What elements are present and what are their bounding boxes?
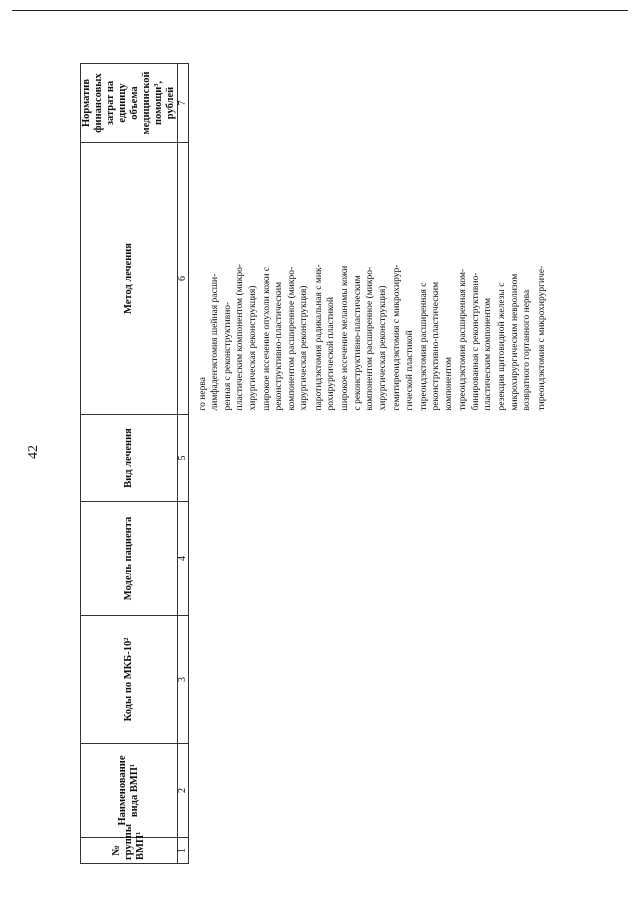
method-line: бинированная с реконструктивно- [470, 272, 481, 411]
method-line: компонентом расширенное (микро- [365, 266, 376, 411]
column-number: 6 [178, 143, 189, 415]
header-patient-model: Модель пациента [81, 502, 178, 616]
column-number-row [178, 64, 189, 864]
method-line: хирургическая реконструкция) [299, 285, 310, 411]
column-number: 4 [178, 502, 189, 616]
header-treatment-type: Вид лечения [81, 415, 178, 502]
method-line: го нерва [198, 377, 208, 411]
column-number: 1 [178, 838, 189, 864]
header-cost-norm: Норматив финансовых затрат на единицу объема медицинской помощи³, рублей [81, 64, 178, 143]
method-line: гемитиреоидэктомия с микрохирур- [392, 264, 403, 411]
method-line: широкое иссечение меланомы кожи [340, 265, 351, 411]
method-line: лимфаденэктомия шейная расши- [210, 273, 221, 411]
method-line: пластическим компонентом (микро- [235, 264, 246, 411]
column-number: 2 [178, 744, 189, 838]
method-line: хирургическая реконструкция) [247, 285, 258, 411]
method-line: компонентом расширенное (микро- [286, 266, 297, 411]
top-rule [12, 10, 628, 11]
method-line: тиреоидэктомия расширенная ком- [458, 268, 469, 411]
header-vmp-name: Наименование вида ВМП¹ [81, 744, 178, 838]
method-line: рохирургической пластикой [326, 297, 337, 411]
method-line: паротидэктомия радикальная с мик- [313, 264, 324, 411]
method-line: компонентом [443, 356, 454, 411]
rotated-table-container [80, 64, 640, 864]
method-line: ренная с реконструктивно- [222, 301, 233, 411]
column-number: 3 [178, 616, 189, 744]
cell-patient-model [189, 502, 640, 616]
cell-treatment-type [189, 415, 640, 502]
method-line: реконструктивно-пластическим [274, 281, 285, 411]
method-line: реконструктивно-пластическим [431, 281, 442, 411]
method-line: тиреоидэктомия с микрохирургиче- [536, 265, 547, 411]
column-number: 7 [178, 64, 189, 143]
method-line: широкое иссечение опухоли кожи с [262, 266, 273, 411]
method-line: гической пластикой [404, 330, 415, 411]
method-line: с реконструктивно-пластическим [352, 275, 363, 411]
method-line: микрохирургическим невролизом [509, 273, 520, 411]
table-row [189, 64, 640, 864]
cell-icd-codes [189, 616, 640, 744]
cell-treatment-method [189, 143, 640, 415]
cell-cost-norm [189, 64, 640, 143]
cell-vmp-name [189, 744, 640, 838]
header-treatment-method: Метод лечения [81, 143, 178, 415]
header-icd-codes: Коды по МКБ-10² [81, 616, 178, 744]
method-line: пластическим компонентом [482, 297, 493, 411]
method-line: резекция щитовидной железы с [497, 282, 508, 411]
header-group-number: № группы ВМП¹ [81, 838, 178, 864]
vmp-table [80, 63, 640, 864]
method-line: тиреоидэктомия расширенная с [418, 282, 429, 411]
column-number: 5 [178, 415, 189, 502]
method-line: хирургическая реконструкция) [377, 285, 388, 411]
cell-group-number [189, 838, 640, 864]
header-row [81, 64, 178, 864]
page-number: 42 [26, 445, 41, 459]
method-line: возвратного гортанного нерва [522, 289, 533, 411]
